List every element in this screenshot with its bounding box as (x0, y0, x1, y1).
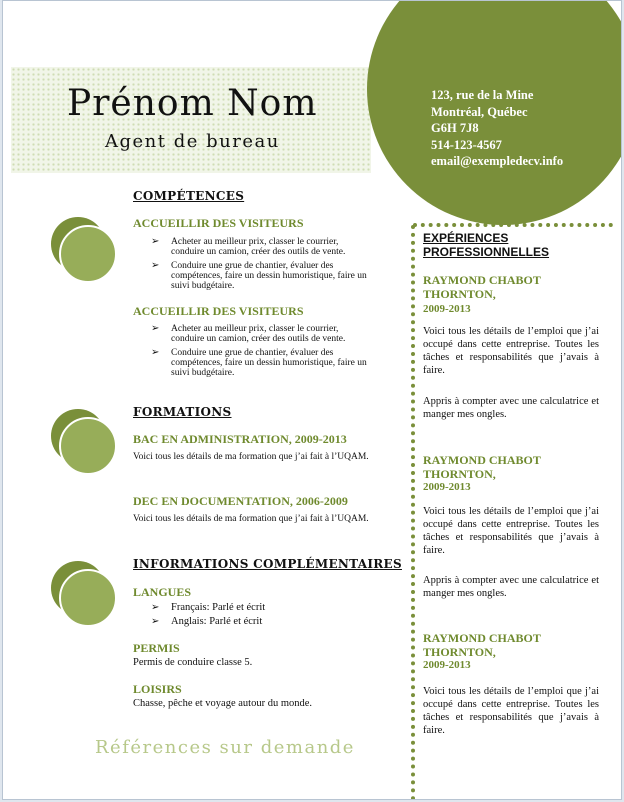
formation-text-1: Voici tous les détails de ma formation que j’ai fait à l’UQAM. (133, 452, 369, 462)
formation-title-1: BAC EN ADMINISTRATION, 2009-2013 (133, 432, 347, 446)
list-item: ➢ Français: Parlé et écrit (151, 602, 266, 613)
arrow-bullet-icon: ➢ (151, 616, 160, 627)
loisirs-title: LOISIRS (133, 682, 182, 696)
resume-page (2, 0, 622, 800)
experiences-heading: EXPÉRIENCES PROFESSIONNELLES (423, 231, 550, 259)
arrow-bullet-icon: ➢ (151, 602, 160, 613)
list-item: ➢ Conduire une grue de chantier, évaluer des compétences, faire un dessin humoristique, faire un suivi budgétaire. (151, 347, 367, 378)
contact-block (431, 87, 563, 170)
references-footer: Références sur demande (95, 737, 355, 758)
competence-list-2 (151, 324, 371, 382)
infos-heading: INFORMATIONS COMPLÉMENTAIRES (133, 557, 402, 571)
candidate-name: Prénom Nom (67, 83, 318, 124)
contact-city: Montréal, Québec (431, 104, 528, 119)
job-dates-3: 2009-2013 (423, 659, 471, 671)
competence-list-1 (151, 237, 371, 295)
job-desc-2: Voici tous les détails de l’emploi que j’ai occupé dans cette entreprise. Toutes les tâches et responsabilités que j’avais à faire. (423, 506, 599, 556)
contact-phone: 514-123-4567 (431, 137, 502, 152)
permis-title: PERMIS (133, 641, 180, 655)
double-circle-icon (51, 409, 115, 473)
formation-text-2: Voici tous les détails de ma formation que j’ai fait à l’UQAM. (133, 514, 369, 524)
job-company-1: RAYMOND CHABOT THORNTON, (423, 273, 541, 301)
divider-vertical (411, 225, 415, 800)
job-dates-1: 2009-2013 (423, 303, 471, 315)
arrow-bullet-icon: ➢ (151, 323, 160, 334)
langues-title: LANGUES (133, 585, 192, 599)
list-item: ➢ Acheter au meilleur prix, classer le courrier, conduire un camion, créer des outils de vente. (151, 236, 346, 257)
formation-title-2: DEC EN DOCUMENTATION, 2006-2009 (133, 494, 348, 508)
permis-text: Permis de conduire classe 5. (133, 657, 253, 668)
loisirs-text: Chasse, pêche et voyage autour du monde. (133, 698, 313, 709)
langues-list (151, 601, 371, 629)
arrow-bullet-icon: ➢ (151, 236, 160, 247)
contact-postal: G6H 7J8 (431, 121, 479, 135)
job-desc-3: Voici tous les détails de l’emploi que j’ai occupé dans cette entreprise. Toutes les tâches et responsabilités que j’avais à faire. (423, 686, 599, 736)
formations-heading: FORMATIONS (133, 405, 232, 419)
double-circle-icon (51, 561, 115, 625)
arrow-bullet-icon: ➢ (151, 260, 160, 271)
contact-email: email@exempledecv.info (431, 154, 564, 168)
job-company-3: RAYMOND CHABOT THORNTON, (423, 631, 541, 659)
list-item: ➢ Conduire une grue de chantier, évaluer des compétences, faire un dessin humoristique, faire un suivi budgétaire. (151, 260, 367, 291)
arrow-bullet-icon: ➢ (151, 347, 160, 358)
contact-address: 123, rue de la Mine (431, 88, 534, 102)
competence-title-1: ACCUEILLIR DES VISITEURS (133, 216, 304, 230)
job-title: Agent de bureau (105, 131, 280, 152)
job-dates-2: 2009-2013 (423, 481, 471, 493)
divider-horizontal (413, 223, 613, 227)
competence-title-2: ACCUEILLIR DES VISITEURS (133, 304, 304, 318)
double-circle-icon (51, 217, 115, 281)
list-item: ➢ Acheter au meilleur prix, classer le courrier, conduire un camion, créer des outils de vente. (151, 323, 346, 344)
list-item: ➢ Anglais: Parlé et écrit (151, 616, 263, 627)
job-extra-1: Appris à compter avec une calculatrice et manger mes ongles. (423, 396, 599, 420)
competences-heading: COMPÉTENCES (133, 189, 245, 203)
job-company-2: RAYMOND CHABOT THORNTON, (423, 453, 541, 481)
job-desc-1: Voici tous les détails de l’emploi que j’ai occupé dans cette entreprise. Toutes les tâches et responsabilités que j’avais à faire. (423, 326, 599, 376)
job-extra-2: Appris à compter avec une calculatrice et manger mes ongles. (423, 575, 599, 599)
